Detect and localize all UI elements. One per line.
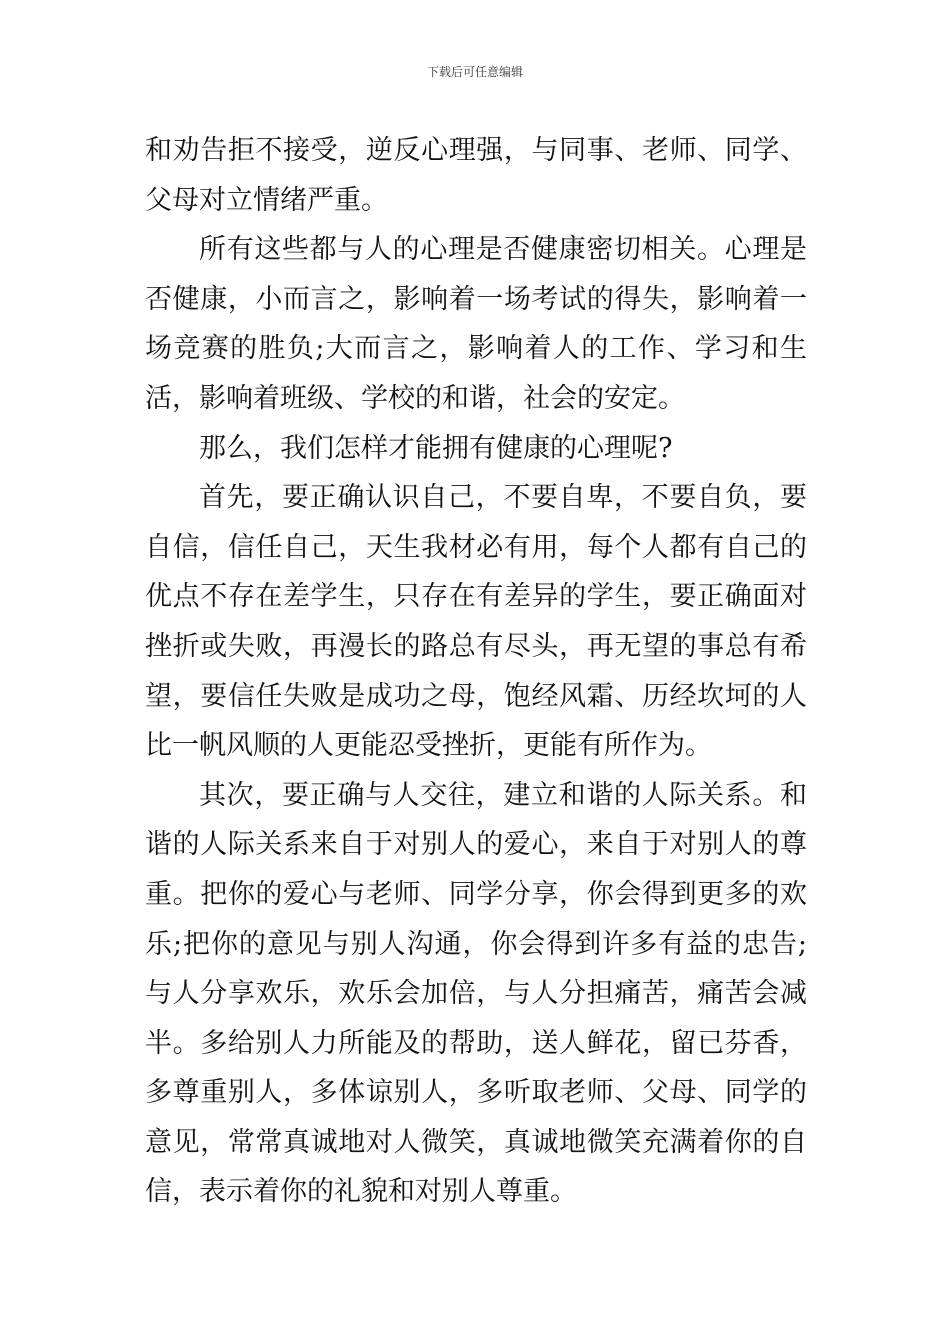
paragraph: 那么，我们怎样才能拥有健康的心理呢? — [199, 432, 673, 464]
page-header-note: 下载后可任意编辑 — [426, 65, 523, 79]
paragraph: 和劝告拒不接受，逆反心理强，与同事、老师、同学、父母对立情绪严重。 — [145, 135, 807, 216]
paragraph: 首先，要正确认识自己，不要自卑，不要自负，要自信，信任自己，天生我材必有用，每个人都有自己的优点不存在差学生，只存在有差异的学生，要正确面对挫折或失败，再漫长的路总有尽头，再无望的事总有希望，要信任失败是成功之母，饱经风霜、历经坎坷的人比一帆风顺的人更能忍受挫折，更能有所作为。 — [145, 482, 807, 762]
paragraph: 其次，要正确与人交往，建立和谐的人际关系。和谐的人际关系来自于对别人的爱心，来自于对别人的尊重。把你的爱心与老师、同学分享，你会得到更多的欢乐;把你的意见与别人沟通，你会得到许多有益的忠告;与人分享欢乐，欢乐会加倍，与人分担痛苦，痛苦会减半。多给别人力所能及的帮助，送人鲜花，留已芬香，多尊重别人，多体谅别人，多听取老师、父母、同学的意见，常常真诚地对人微笑，真诚地微笑充满着你的自信，表示着你的礼貌和对别人尊重。 — [145, 779, 807, 1208]
paragraph: 所有这些都与人的心理是否健康密切相关。心理是否健康，小而言之，影响着一场考试的得失，影响着一场竞赛的胜负;大而言之，影响着人的工作、学习和生活，影响着班级、学校的和谐，社会的安定。 — [145, 234, 807, 414]
document-body — [145, 126, 807, 1217]
